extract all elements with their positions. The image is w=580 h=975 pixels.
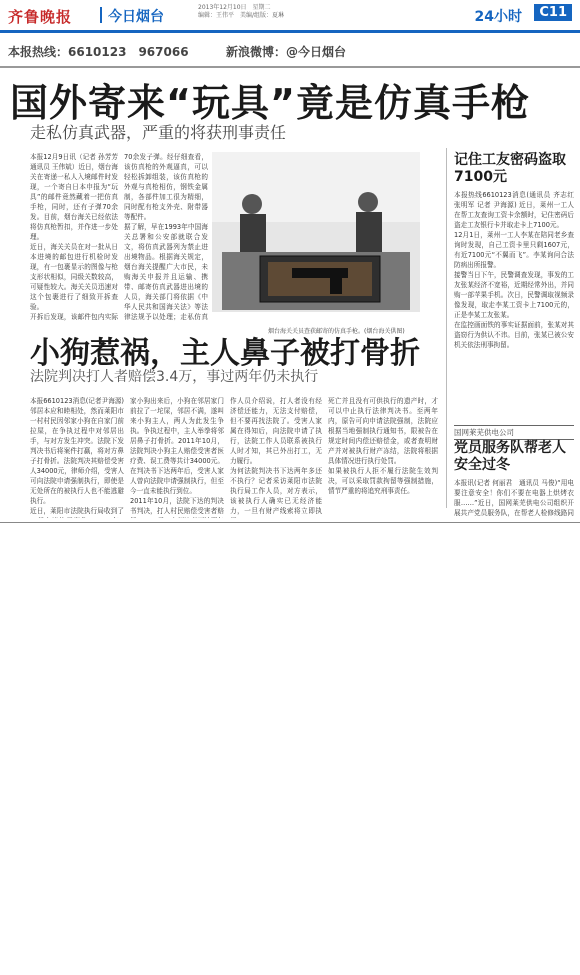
hotline-bar xyxy=(0,38,580,68)
date-line-1: 2013年12月10日 星期二 xyxy=(198,4,271,11)
newspaper-brand: 齐鲁晚报 xyxy=(8,8,73,26)
side1-headline: 记住工友密码盗取7100元 xyxy=(454,152,566,185)
gun-photo-illustration xyxy=(212,152,420,312)
story1-column-2 xyxy=(124,152,208,322)
masthead-rule xyxy=(0,30,580,33)
date-line-2: 编辑：王伟平 美编/组版：夏琳 xyxy=(198,12,285,19)
story1-para: 70余发子弹。经仔细查看，该仿真枪的外观逼真，可以轻松拆卸组装，该仿真枪的外观与真枪相仿，钢铁金属制，各部件加工很为精细，同时配有枪支外壳、附带器等配件。 xyxy=(124,153,208,221)
story2-column-1 xyxy=(30,396,124,518)
story2-para: 为何法院判决书下达两年多还不执行？记者采访莱阳市法院执行局工作人员，对方表示，该被执行人确实已无经济能力，一旦有财产线索将立即执 xyxy=(230,467,322,515)
story2-headline: 小狗惹祸，主人鼻子被打骨折 xyxy=(30,336,420,371)
section-name: 今日烟台 xyxy=(108,9,164,25)
bottom-rule xyxy=(0,522,580,523)
story2-para: 本报6610123消息(记者尹海源) 邻居本应和睦相处，然而莱阳市一村村民因邻家小狗在自家门前拉屎，在争执过程中对邻居出手，与对方发生冲突。法院下发判决书后将案件打赢，将对方鼻子打骨折。法院判决其赔偿受害人34000元，律师介绍，受害人可向法院申请强制执行，即使是无处所在的被执行人也不能逃避执行。 xyxy=(30,397,124,505)
side2-para: 本报讯(记者 何丽君 通讯员 马俊)“用电要注意安全！你们不要在电器上烘烤衣服……”近日，国网莱芜供电公司组织开展共产党员服务队，在帮老人检修线路同 xyxy=(454,479,574,517)
side2-headline: 党员服务队帮老人安全过冬 xyxy=(454,440,566,473)
side2-label: 国网莱芜供电公司 xyxy=(454,425,574,440)
side1-para: 12月1日，莱州一工人李某在陪同老乡查询时发现，自己工资卡里只剩1607元，有近7100元“不翼而飞”。李某询问合法防病出所报警。 xyxy=(454,231,574,269)
story2-column-3 xyxy=(230,396,322,518)
sidebar-divider xyxy=(446,148,447,508)
photo-caption: 烟台海关关员查获邮寄的仿真手枪。(烟台海关供图) xyxy=(268,328,405,335)
story2-para: 2011年10月，法院下达的判决书判决，打人村民赔偿受害者赔 xyxy=(130,497,224,515)
story1-subhead: 走私仿真武器，严重的将获刑事责任 xyxy=(30,123,287,142)
side1-para: 本报热线6610123消息(通讯员 齐志红 张明军 记者 尹海源) 近日，莱州一工人在帮工友查询工资卡余额时，记住密码后盗走工友银行卡并取走卡上7100元。 xyxy=(454,191,574,229)
page-section: 24小时 xyxy=(474,9,522,25)
story2-para: 家小狗出来后，小狗在邻居家门前拉了一坨屎，邻居不满，遂叫来小狗主人，两人为此发生争执。争执过程中，主人举拳将邻居鼻子打骨折。2011年10月，法院判决小狗主人赔偿受害者医疗费、误工费等共计34000元。在判决书下达两年后，受害人家人曾向法院申请强制执行，但至今一直未能执行到位。 xyxy=(130,397,224,495)
story2-para: 死亡并且没有可供执行的遗产时，才可以中止执行法律判决书。至两年内，原告可向申请法院强制，法院应根据当地强制执行通知书，限被告在规定时间内偿还赔偿金，或者查明财产并对被执行财产冻结，法院将根据具体情况进行执行处罚。 xyxy=(328,397,438,465)
story1-para: 近日，海关关员在对一批从日本进境的邮包进行机检时发现，有一包裹显示的图像与枪支形状相似，同级关数较高，可疑性较大。海关关员迅速对这个包裹进行了细致开拆查验。 xyxy=(30,243,118,311)
story1-para: 本报12月9日讯（记者 孙芳芳 通讯员 王伟斌）近日，烟台海关在寄递一私人入境邮件时发现，一个寄自日本申报为“玩具”的邮件竟然藏着一把仿真手枪，同时，还有子弹70余发。目前，烟台海关已经依法将仿真枪暂扣，并作进一步处理。 xyxy=(30,153,118,241)
story2-column-2 xyxy=(130,396,224,518)
story1-column-1 xyxy=(30,152,118,322)
gun-photo xyxy=(212,152,420,312)
story1-para: 开拆后发现，该邮件包内实际 xyxy=(30,313,118,321)
brand-divider xyxy=(100,7,102,23)
side1-body xyxy=(454,190,574,420)
story2-para: 如果被执行人拒不履行法院生效判决，可以采取罚款拘留等强制措施，情节严重的将追究刑事责任。 xyxy=(328,467,438,495)
weibo-text: 新浪微博：@今日烟台 xyxy=(226,45,347,59)
story1-headline: 国外寄来“玩具”竟是仿真手枪 xyxy=(10,81,530,125)
hotline-text: 本报热线：6610123 967066 xyxy=(8,45,189,59)
story2-para: 作人员介绍说，打人者没有经济偿还能力，无法支付赔偿，但不要再找法院了。受害人家属在得知后，向法院申请了执行，法院工作人员联系被执行人时才知，其已外出打工，无力履行。 xyxy=(230,397,322,465)
story2-subhead: 法院判决打人者赔偿3.4万，事过两年仍未执行 xyxy=(30,369,319,385)
side2-body xyxy=(454,478,574,518)
story2-column-4 xyxy=(328,396,438,518)
side1-para: 接警当日下午，民警调查发现，事发的工友张某经济不宽裕，近期经常外出，并同购一部苹果手机。次日，民警调取视频录像发现，取走李某工资卡上7100元的，正是李某工友张某。 xyxy=(454,271,574,319)
story1-para: 据了解，早在1993年中国海关总署和公安部就联合发文，将仿真武器列为禁止进出境物品。根据海关规定，烟台海关提醒广大市民，未购海关申报并且运输、携带、邮寄仿真武器进出境的人员，海关部门将依据《中华人民共和国海关法》等法律法规予以处理；走私仿真 xyxy=(124,223,208,321)
side1-para: 在监控画面铁的事实证据面前，张某对其盗窃行为供认不讳。目前，张某已被公安机关依法刑事拘留。 xyxy=(454,321,574,349)
page-number: C11 xyxy=(534,4,572,21)
masthead xyxy=(0,0,580,34)
dateline xyxy=(198,4,284,20)
story2-para: 近日，莱阳市法院执行局收到了 xyxy=(30,507,124,515)
